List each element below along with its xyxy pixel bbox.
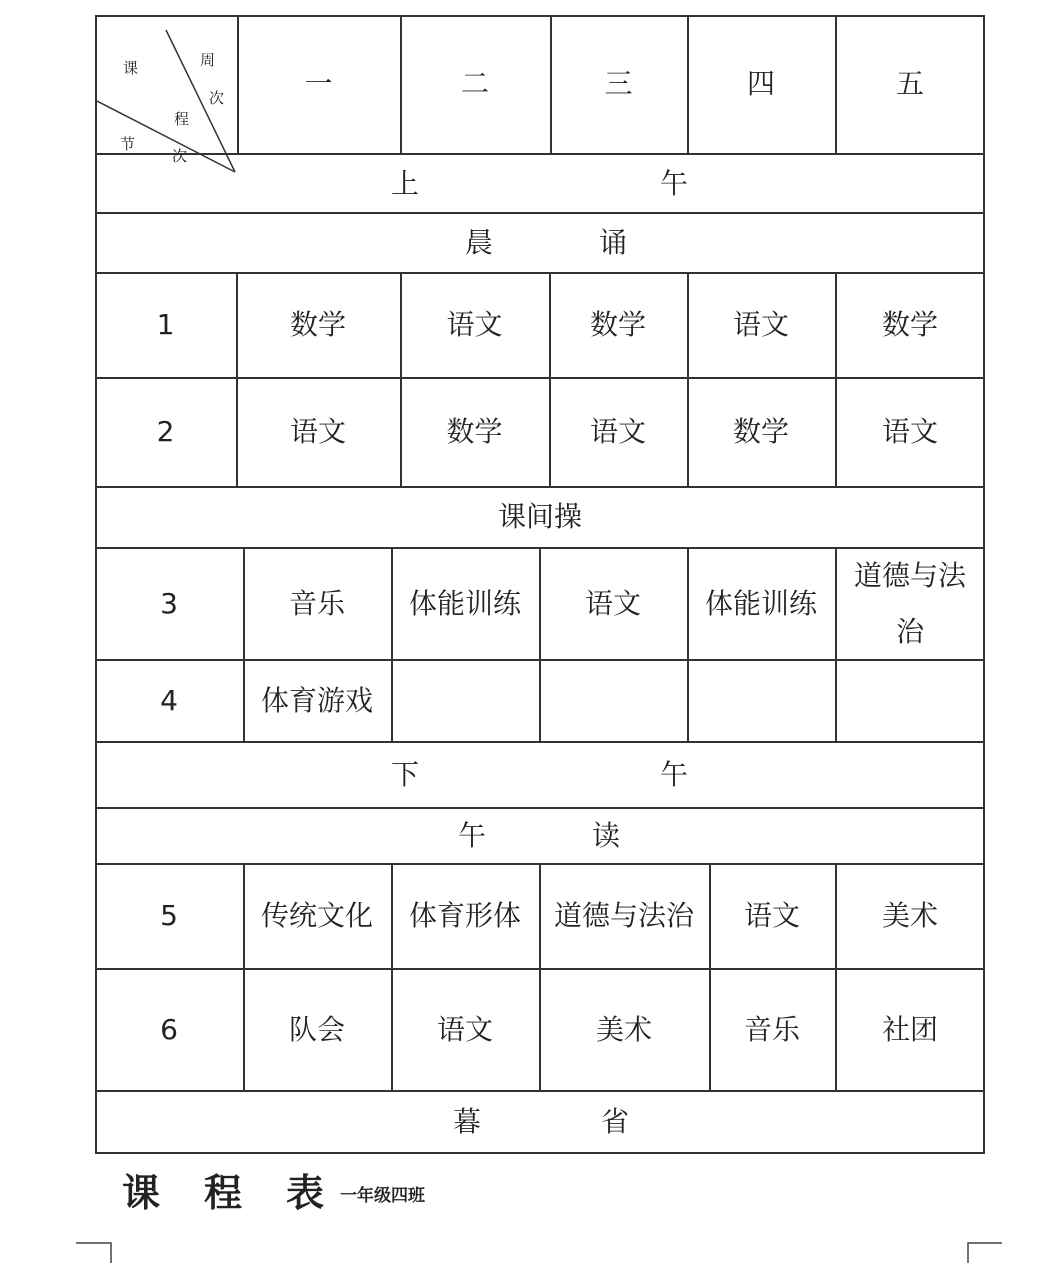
day-header: 一 (304, 67, 333, 101)
class-cell: 语文 (881, 415, 938, 449)
class-cell: 体育游戏 (260, 683, 373, 717)
class-cell: 音乐 (743, 1012, 800, 1046)
section-break-exercise: 课间操 (497, 500, 582, 534)
corner-label-week-2: 次 (209, 89, 225, 107)
class-cell: 语文 (732, 308, 789, 342)
class-cell (539, 660, 687, 741)
class-cell: 体育形体 (408, 899, 521, 933)
class-cell: 数学 (446, 415, 503, 449)
day-header: 三 (604, 67, 633, 101)
class-cell: 数学 (589, 308, 646, 342)
corner-label-period: 节 (120, 135, 136, 153)
class-cell: 道德与法治 (553, 899, 694, 933)
period-number: 2 (156, 415, 175, 449)
day-header: 五 (895, 67, 924, 101)
section-evening-1: 暮 (452, 1104, 481, 1138)
section-evening-2: 省 (600, 1104, 629, 1138)
corner-label-week: 周 (200, 51, 216, 69)
section-morning-reading-1: 晨 (464, 226, 493, 260)
footer-subtitle: 一年级四班 (340, 1186, 425, 1206)
corner-mark-left (76, 1240, 116, 1263)
period-number: 3 (160, 586, 178, 620)
class-cell: 数学 (732, 415, 789, 449)
day-header: 四 (746, 67, 775, 101)
class-cell: 社团 (881, 1012, 938, 1046)
class-cell: 体能训练 (408, 586, 521, 620)
class-cell: 音乐 (288, 586, 345, 620)
period-number: 5 (160, 899, 178, 933)
period-number: 6 (160, 1012, 178, 1046)
class-cell: 语文 (589, 415, 646, 449)
class-cell: 美术 (881, 899, 938, 933)
class-cell: 语文 (446, 308, 503, 342)
divider (95, 1090, 985, 1092)
footer-title-char-3: 表 (286, 1171, 325, 1215)
class-cell: 道德与法治 (853, 558, 966, 648)
class-cell: 数学 (289, 308, 346, 342)
corner-label-course: 课 (123, 59, 139, 77)
class-cell: 队会 (288, 1012, 345, 1046)
class-cell: 语文 (289, 415, 346, 449)
period-number: 1 (156, 308, 175, 342)
footer-title-char-2: 程 (204, 1171, 243, 1215)
day-header: 二 (460, 67, 489, 101)
class-cell: 传统文化 (260, 899, 373, 933)
section-noon-reading-1: 午 (457, 818, 486, 852)
section-morning-reading-2: 诵 (598, 226, 627, 260)
class-cell (835, 660, 985, 741)
class-cell: 美术 (595, 1012, 652, 1046)
corner-mark-right (966, 1240, 1006, 1263)
class-cell: 语文 (584, 586, 641, 620)
period-number: 4 (160, 683, 178, 717)
corner-label-period-2: 次 (172, 147, 188, 165)
timetable (95, 15, 985, 1153)
border-bottom (95, 1152, 985, 1154)
section-morning-1: 上 (390, 166, 419, 200)
class-cell (391, 660, 539, 741)
class-cell: 数学 (881, 308, 938, 342)
divider (95, 807, 985, 809)
corner-label-cheng: 程 (174, 110, 190, 128)
divider (95, 212, 985, 214)
class-cell: 语文 (436, 1012, 493, 1046)
section-noon-reading-2: 读 (591, 818, 620, 852)
footer-title-char-1: 课 (122, 1171, 161, 1215)
class-cell (687, 660, 835, 741)
divider (95, 741, 985, 743)
section-afternoon-1: 下 (390, 757, 419, 791)
section-afternoon-2: 午 (659, 757, 688, 791)
class-cell: 语文 (743, 899, 800, 933)
section-morning-2: 午 (659, 166, 688, 200)
class-cell: 体能训练 (704, 586, 817, 620)
